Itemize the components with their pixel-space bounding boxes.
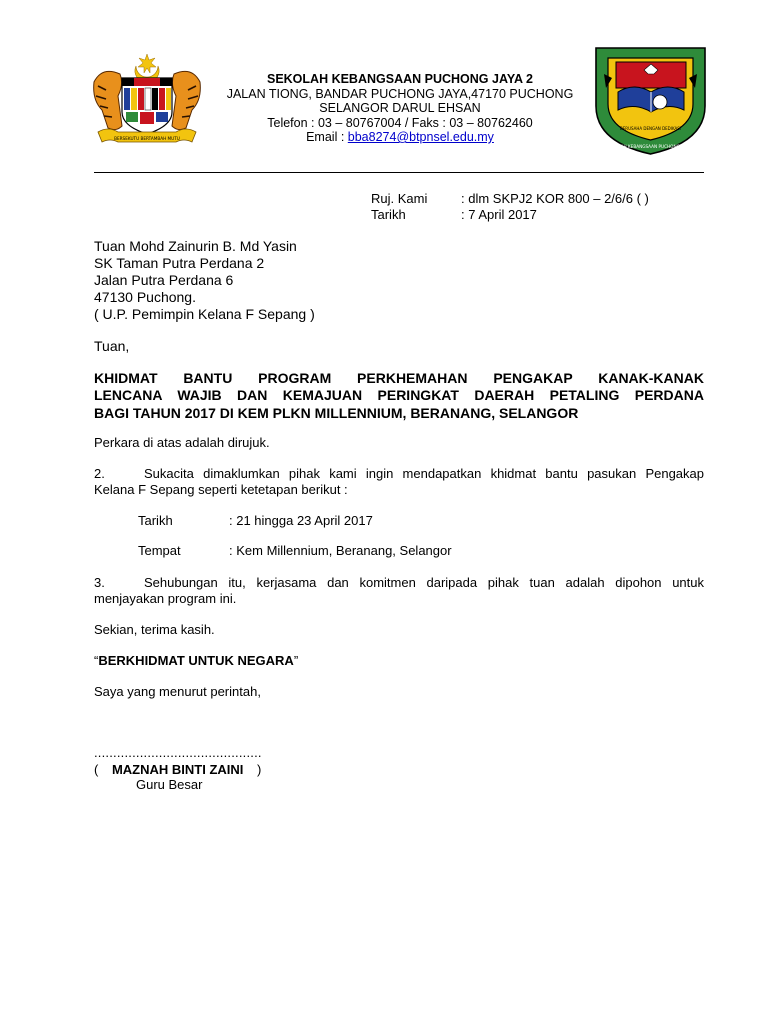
ruj-label: Ruj. Kami: [371, 191, 428, 206]
tarikh-label: Tarikh: [371, 207, 406, 222]
recipient-line: ( U.P. Pemimpin Kelana F Sepang ): [94, 306, 315, 322]
tarikh-row: [371, 207, 649, 223]
signatory-name: MAZNAH BINTI ZAINI: [111, 762, 244, 777]
svg-text:SEKOLAH KEBANGSAAN PUCHONG JAY: SEKOLAH KEBANGSAAN PUCHONG JAYA 2: [607, 144, 694, 149]
paragraph-2-line1: [94, 466, 704, 482]
paragraph-3-text1: Sehubungan itu, kerjasama dan komitmen daripada pihak tuan adalah dipohon untuk: [144, 575, 704, 590]
motto-line: [94, 653, 298, 669]
detail-tarikh: [138, 513, 373, 529]
paragraph-2-text1: Sukacita dimaklumkan pihak kami ingin mendapatkan khidmat bantu pasukan Pengakap: [144, 466, 704, 481]
school-address-line1: JALAN TIONG, BANDAR PUCHONG JAYA,47170 PUCHONG: [226, 86, 574, 101]
reference-block: [371, 191, 649, 223]
paragraph-number: 3.: [94, 575, 105, 590]
subject-line: BAGI TAHUN 2017 DI KEM PLKN MILLENNIUM, BERANANG, SELANGOR: [94, 404, 579, 421]
detail-tarikh-label: Tarikh: [138, 513, 173, 528]
recipient-address: [94, 238, 315, 323]
ruj-row: [371, 191, 649, 207]
letter-subject: [94, 370, 704, 422]
paragraph-number: 2.: [94, 466, 105, 481]
paragraph-2: [94, 466, 704, 498]
school-address-line2: SELANGOR DARUL EHSAN: [319, 101, 481, 115]
recipient-line: SK Taman Putra Perdana 2: [94, 255, 265, 271]
signature-line: ............................................: [94, 745, 262, 760]
detail-tempat-value: : Kem Millennium, Beranang, Selangor: [229, 543, 452, 558]
recipient-line: Tuan Mohd Zainurin B. Md Yasin: [94, 238, 297, 254]
school-email-line: [200, 130, 600, 145]
letterhead: [200, 72, 600, 145]
paragraph-2-line2: Kelana F Sepang seperti ketetapan berikut :: [94, 482, 348, 497]
recipient-line: 47130 Puchong.: [94, 289, 196, 305]
recipient-line: Jalan Putra Perdana 6: [94, 272, 234, 288]
subject-line: LENCANA WAJIB DAN KEMAJUAN PERINGKAT DAERAH PETALING PERDANA: [94, 387, 704, 404]
school-name: SEKOLAH KEBANGSAAN PUCHONG JAYA 2: [266, 72, 534, 86]
signatory-title: Guru Besar: [136, 777, 203, 792]
detail-tempat: [138, 543, 452, 559]
motto-close-quote: ”: [293, 653, 299, 668]
subject-line: KHIDMAT BANTU PROGRAM PERKHEMAHAN PENGAKAP KANAK-KANAK: [94, 370, 704, 386]
tarikh-value: : 7 April 2017: [461, 207, 537, 222]
yours-faithfully: Saya yang menurut perintah,: [94, 684, 261, 699]
motto-open-quote: “: [94, 653, 99, 668]
intro-text: Perkara di atas adalah dirujuk.: [94, 435, 270, 450]
name-paren-open: (: [94, 762, 99, 777]
name-paren-close: ): [257, 762, 262, 777]
detail-tempat-label: Tempat: [138, 543, 181, 558]
paragraph-3: [94, 575, 704, 607]
svg-text:BERSEKUTU BERTAMBAH MUTU: BERSEKUTU BERTAMBAH MUTU: [114, 136, 180, 141]
header-divider: [94, 172, 704, 173]
paragraph-3-line1: [94, 575, 704, 591]
salutation: Tuan,: [94, 338, 130, 354]
ruj-value: : dlm SKPJ2 KOR 800 – 2/6/6 ( ): [461, 191, 649, 206]
svg-text:BERUSAHA DENGAN DEDIKASI: BERUSAHA DENGAN DEDIKASI: [620, 126, 681, 131]
email-link[interactable]: bba8274@btpnsel.edu.my: [347, 130, 494, 144]
closing-text: Sekian, terima kasih.: [94, 622, 215, 637]
email-label: Email :: [306, 130, 348, 144]
national-crest-logo: [84, 52, 210, 148]
detail-tarikh-value: : 21 hingga 23 April 2017: [229, 513, 373, 528]
motto-text: BERKHIDMAT UNTUK NEGARA: [98, 653, 294, 668]
school-badge-logo: [588, 40, 713, 158]
signatory-name-line: [94, 762, 261, 778]
paragraph-3-line2: menjayakan program ini.: [94, 591, 237, 606]
school-phone-fax: Telefon : 03 – 80767004 / Faks : 03 – 80762460: [267, 115, 533, 130]
